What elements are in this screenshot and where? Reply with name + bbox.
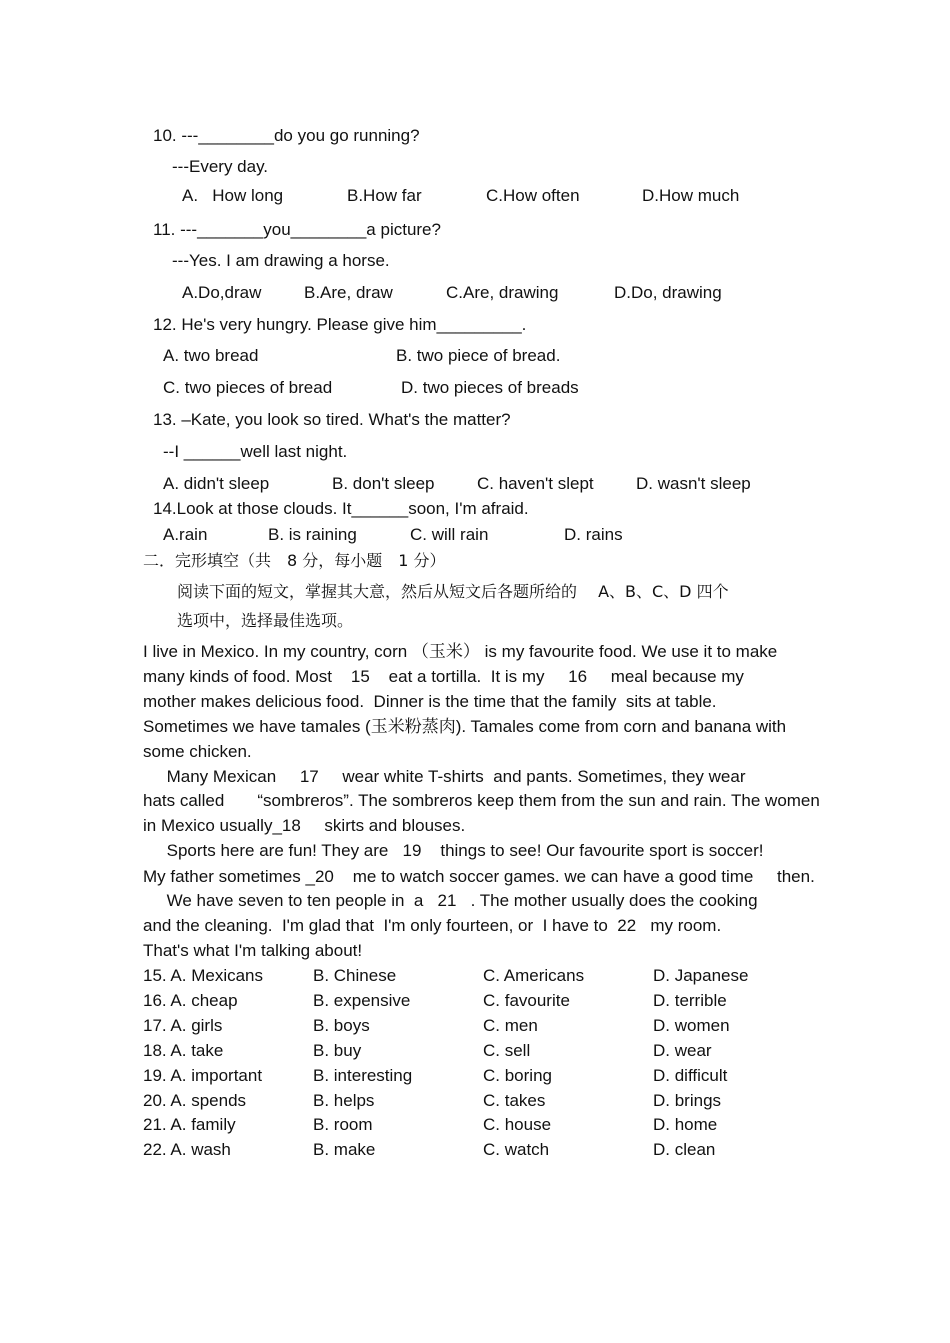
q10-option: A. How long [182,186,284,205]
cloze-option: C. favourite [483,990,570,1010]
q10-stem: 10. ---________do you go running? [153,126,420,145]
cloze-option: 17. A. girls [143,1015,223,1035]
section-instructions: 选项中，选择最佳选项。 [177,611,354,630]
passage-line: hats called “sombreros”. The sombreros keep them from the sun and rain. The women [143,791,820,810]
q11-reply: ---Yes. I am drawing a horse. [172,251,390,270]
cloze-option: D. home [653,1115,718,1135]
q14-option: D. rains [564,525,623,544]
cloze-option: 20. A. spends [143,1090,247,1110]
cloze-option: D. terrible [653,990,727,1010]
cloze-option: D. women [653,1015,730,1035]
cloze-option: C. takes [483,1090,546,1110]
cloze-option: B. room [313,1115,373,1135]
passage-line: and the cleaning. I'm glad that I'm only fourteen, or I have to 22 my room. [143,916,722,935]
cloze-option: D. clean [653,1140,716,1160]
q11-option: A.Do,draw [182,283,262,302]
passage-line: Many Mexican 17 wear white T-shirts and pants. Sometimes, they wear [143,767,746,786]
q11-option: C.Are, drawing [446,283,559,302]
q10-option: B.How far [347,186,422,205]
q14-option: B. is raining [268,525,357,544]
section-instructions: 阅读下面的短文，掌握其大意，然后从短文后各题所给的 A、B、C、D 四个 [177,582,729,601]
q12-option: D. two pieces of breads [401,378,579,397]
q11-option: B.Are, draw [304,283,393,302]
cloze-option: 21. A. family [143,1115,236,1135]
passage-line: Sports here are fun! They are 19 things to see! Our favourite sport is soccer! [143,841,764,860]
q13-stem: 13. –Kate, you look so tired. What's the matter? [153,410,511,429]
passage-line: Sometimes we have tamales (玉米粉蒸肉). Tamales come from corn and banana with [143,717,787,736]
cloze-option: B. Chinese [313,966,397,985]
q14-option: A.rain [163,525,208,544]
cloze-option: B. buy [313,1040,362,1060]
q13-option: B. don't sleep [332,474,435,493]
cloze-option: C. Americans [483,966,585,985]
passage-line: many kinds of food. Most 15 eat a tortilla. It is my 16 meal because my [143,667,744,686]
q10-reply: ---Every day. [172,157,269,176]
cloze-option: 22. A. wash [143,1140,231,1160]
passage-line: in Mexico usually_18 skirts and blouses. [143,816,466,835]
cloze-option: C. sell [483,1040,531,1060]
passage-line: We have seven to ten people in a 21 . The mother usually does the cooking [143,891,758,910]
q12-option: A. two bread [163,346,259,365]
cloze-option: C. boring [483,1065,552,1085]
q12-option: C. two pieces of bread [163,378,333,397]
cloze-option: B. helps [313,1090,375,1110]
passage-line: mother makes delicious food. Dinner is the time that the family sits at table. [143,692,717,711]
passage-line: some chicken. [143,742,252,761]
q12-option: B. two piece of bread. [396,346,561,365]
q12-stem: 12. He's very hungry. Please give him_________. [153,315,527,334]
cloze-option: B. boys [313,1015,370,1035]
cloze-option: B. expensive [313,990,411,1010]
cloze-option: D. brings [653,1090,722,1110]
cloze-option: C. house [483,1115,552,1135]
cloze-option: D. difficult [653,1065,728,1085]
cloze-option: B. interesting [313,1065,413,1085]
passage-line: My father sometimes _20 me to watch soccer games. we can have a good time then. [143,867,815,886]
q13-reply: --I ______well last night. [163,442,348,461]
cloze-option: 16. A. cheap [143,990,238,1010]
cloze-option: B. make [313,1140,376,1160]
cloze-option: C. watch [483,1140,550,1160]
q14-option: C. will rain [410,525,489,544]
q10-option: C.How often [486,186,580,205]
cloze-option: D. wear [653,1040,712,1060]
q11-option: D.Do, drawing [614,283,722,302]
cloze-option: 18. A. take [143,1040,224,1060]
cloze-option: 19. A. important [143,1065,263,1085]
passage-line: That's what I'm talking about! [143,941,363,960]
q13-option: D. wasn't sleep [636,474,751,493]
q10-option: D.How much [642,186,740,205]
cloze-option: D. Japanese [653,966,749,985]
cloze-option: 15. A. Mexicans [143,966,264,985]
q13-option: C. haven't slept [477,474,594,493]
cloze-option: C. men [483,1015,538,1035]
section-title: 二．完形填空（共 8 分，每小题 1 分） [143,551,446,570]
q14-stem: 14.Look at those clouds. It______soon, I'm afraid. [153,499,529,518]
q13-option: A. didn't sleep [163,474,270,493]
q11-stem: 11. ---_______you________a picture? [153,220,441,239]
passage-line: I live in Mexico. In my country, corn （玉米） is my favourite food. We use it to make [143,642,778,661]
